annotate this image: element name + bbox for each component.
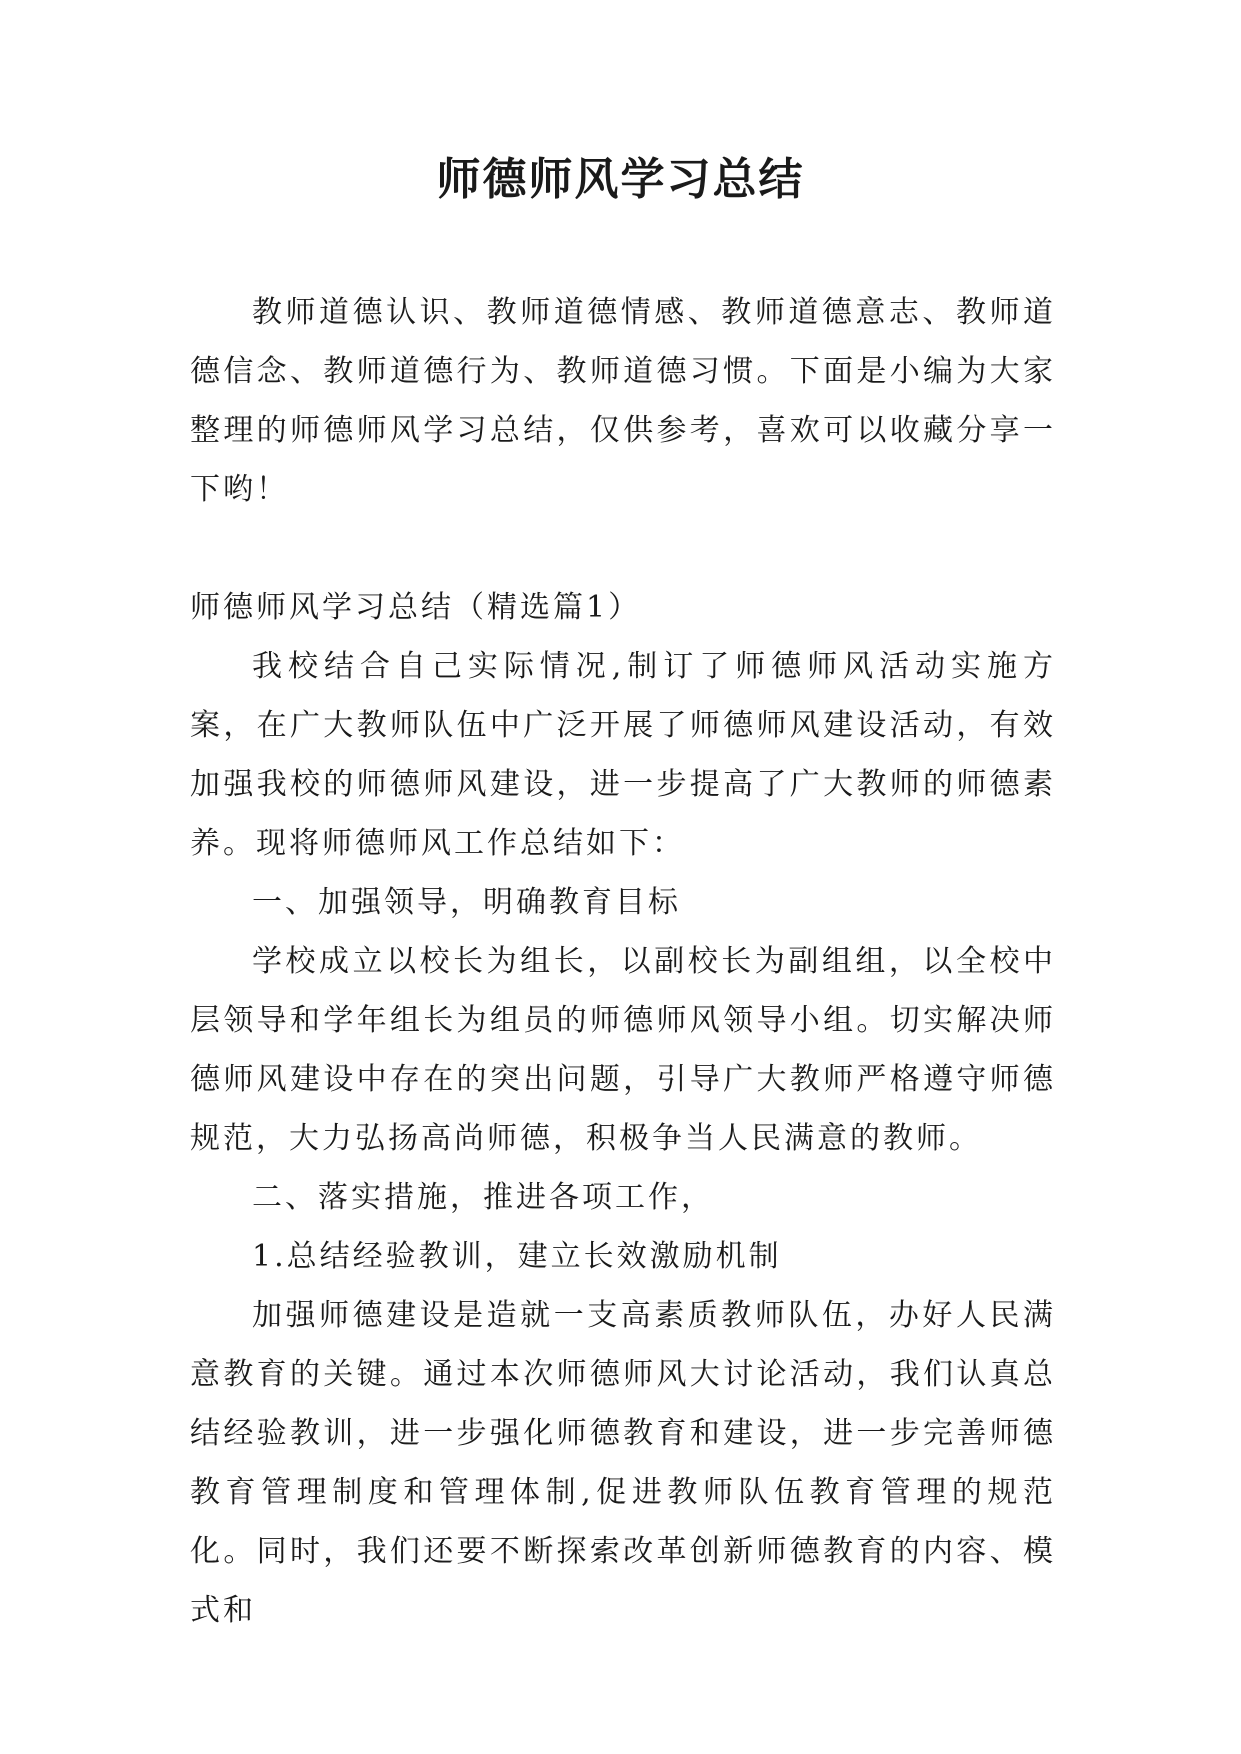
body-paragraph: 加强师德建设是造就一支高素质教师队伍，办好人民满意教育的关键。通过本次师德师风大讨论活动，我们认真总结经验教训，进一步强化师德教育和建设，进一步完善师德教育管理制度和管理体制,促进教师队伍教育管理的规范化。同时，我们还要不断探索改革创新师德教育的内容、模式和: [190, 1298, 1056, 1628]
paragraph-spacer: [190, 519, 1056, 578]
intro-paragraph: 教师道德认识、教师道德情感、教师道德意志、教师道德信念、教师道德行为、教师道德习惯。下面是小编为大家整理的师德师风学习总结，仅供参考，喜欢可以收藏分享一下哟！: [190, 295, 1056, 507]
body-paragraph: 我校结合自己实际情况,制订了师德师风活动实施方案，在广大教师队伍中广泛开展了师德师风建设活动，有效加强我校的师德师风建设，进一步提高了广大教师的师德素养。现将师德师风工作总结如下：: [190, 649, 1056, 861]
body-paragraph: 学校成立以校长为组长，以副校长为副组组，以全校中层领导和学年组长为组员的师德师风领导小组。切实解决师德师风建设中存在的突出问题，引导广大教师严格遵守师德规范，大力弘扬高尚师德，积极争当人民满意的教师。: [190, 944, 1056, 1156]
subheading-2-1: 1.总结经验教训，建立长效激励机制: [252, 1239, 782, 1274]
subheading-2: 二、落实措施，推进各项工作，: [252, 1180, 714, 1215]
section-heading: 师德师风学习总结（精选篇1）: [190, 590, 642, 625]
document-body: [190, 283, 1056, 1640]
document-title: 师德师风学习总结: [436, 154, 805, 205]
subheading-1: 一、加强领导，明确教育目标: [252, 885, 681, 920]
